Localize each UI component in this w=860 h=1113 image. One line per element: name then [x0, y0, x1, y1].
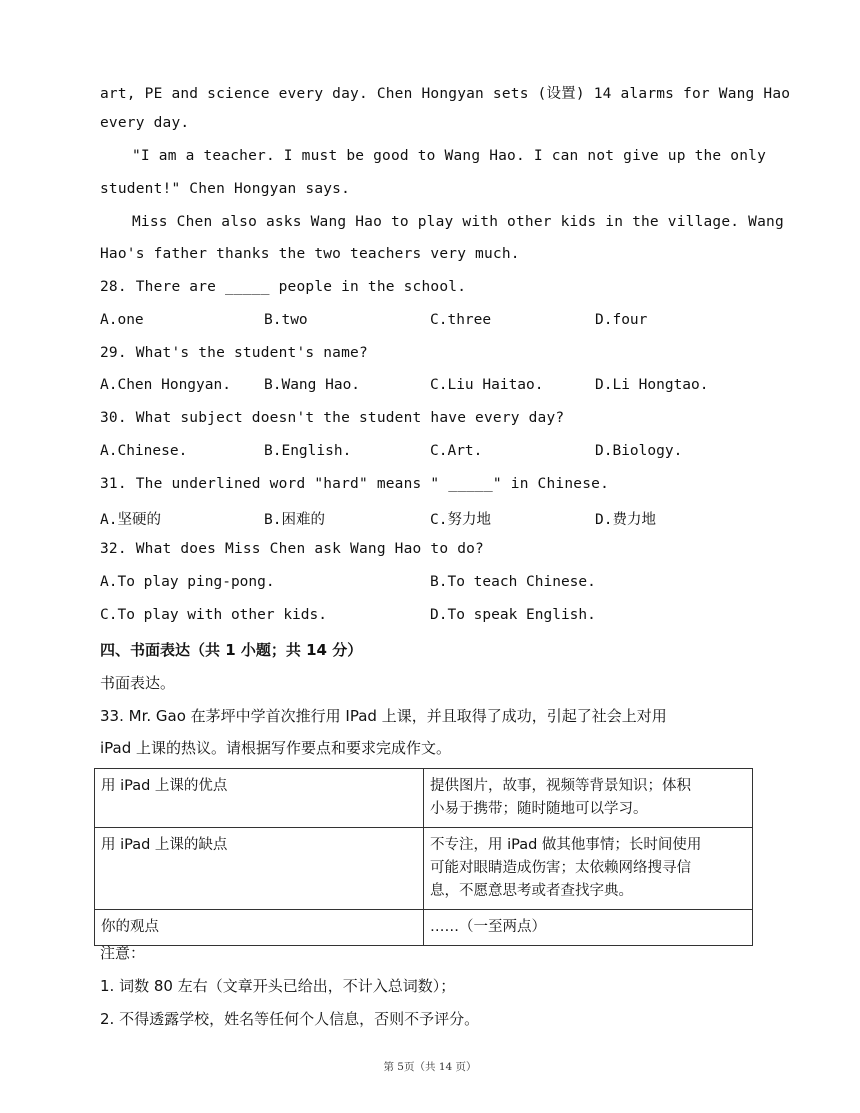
- option-b: B.To teach Chinese.: [430, 574, 596, 590]
- option-a: A.Chinese.: [100, 443, 188, 459]
- option-a: A.To play ping-pong.: [100, 574, 275, 590]
- table-row: [95, 828, 753, 910]
- option-d: D.Li Hongtao.: [595, 377, 709, 393]
- option-a: A.Chen Hongyan.: [100, 377, 231, 393]
- cell-line: 可能对眼睛造成伤害；太依赖网络搜寻信: [430, 860, 691, 876]
- cell-line: 小易于携带；随时随地可以学习。: [430, 801, 648, 817]
- question-stem: 31. The underlined word "hard" means " _____" in Chinese.: [100, 476, 609, 492]
- option-b: B.English.: [264, 443, 352, 459]
- option-d: D.four: [595, 312, 648, 328]
- question-33-line: iPad 上课的热议。请根据写作要点和要求完成作文。: [100, 739, 452, 757]
- question-stem: 28. There are _____ people in the school.: [100, 279, 467, 295]
- passage-line: Miss Chen also asks Wang Hao to play with other kids in the village. Wang: [132, 214, 784, 230]
- table-row: [95, 910, 753, 946]
- table-cell-label: 用 iPad 上课的缺点: [95, 828, 424, 910]
- question-33-line: 33. Mr. Gao 在茅坪中学首次推行用 IPad 上课，并且取得了成功，引起了社会上对用: [100, 707, 667, 725]
- question-stem: 32. What does Miss Chen ask Wang Hao to do?: [100, 541, 484, 557]
- passage-line: art, PE and science every day. Chen Hongyan sets (设置) 14 alarms for Wang Hao: [100, 86, 791, 102]
- note-item: 1. 词数 80 左右（文章开头已给出，不计入总词数）；: [100, 977, 456, 995]
- table-row: [95, 769, 753, 828]
- table-cell-label: 你的观点: [95, 910, 424, 946]
- passage-line: student!" Chen Hongyan says.: [100, 181, 351, 197]
- note-title: 注意：: [100, 944, 146, 962]
- section-heading: 四、书面表达（共 1 小题；共 14 分）: [100, 641, 363, 659]
- option-b: B.困难的: [264, 512, 325, 528]
- table-cell-content: [424, 769, 753, 828]
- option-c: C.To play with other kids.: [100, 607, 327, 623]
- option-a: A.one: [100, 312, 144, 328]
- question-stem: 30. What subject doesn't the student have every day?: [100, 410, 565, 426]
- option-c: C.Art.: [430, 443, 483, 459]
- option-b: B.Wang Hao.: [264, 377, 361, 393]
- question-stem: 29. What's the student's name?: [100, 345, 368, 361]
- section-intro: 书面表达。: [100, 674, 176, 692]
- passage-line: Hao's father thanks the two teachers very much.: [100, 246, 520, 262]
- cell-line: 不专注，用 iPad 做其他事情；长时间使用: [430, 837, 702, 853]
- passage-line: "I am a teacher. I must be good to Wang Hao. I can not give up the only: [132, 148, 767, 164]
- option-d: D.Biology.: [595, 443, 683, 459]
- note-item: 2. 不得透露学校，姓名等任何个人信息，否则不予评分。: [100, 1010, 480, 1028]
- option-d: D.费力地: [595, 512, 656, 528]
- cell-line: 息，不愿意思考或者查找字典。: [430, 883, 633, 899]
- option-b: B.two: [264, 312, 308, 328]
- writing-points-table: [94, 768, 753, 946]
- page-footer: 第 5页（共 14 页）: [383, 1061, 477, 1073]
- option-c: C.努力地: [430, 512, 491, 528]
- cell-line: 提供图片，故事，视频等背景知识；体积: [430, 778, 691, 794]
- cell-line: ……（一至两点）: [430, 919, 546, 935]
- table-cell-label: 用 iPad 上课的优点: [95, 769, 424, 828]
- table-cell-content: [424, 828, 753, 910]
- table-cell-content: [424, 910, 753, 946]
- option-a: A.坚硬的: [100, 512, 161, 528]
- passage-line: every day.: [100, 115, 190, 131]
- option-d: D.To speak English.: [430, 607, 596, 623]
- option-c: C.three: [430, 312, 492, 328]
- option-c: C.Liu Haitao.: [430, 377, 544, 393]
